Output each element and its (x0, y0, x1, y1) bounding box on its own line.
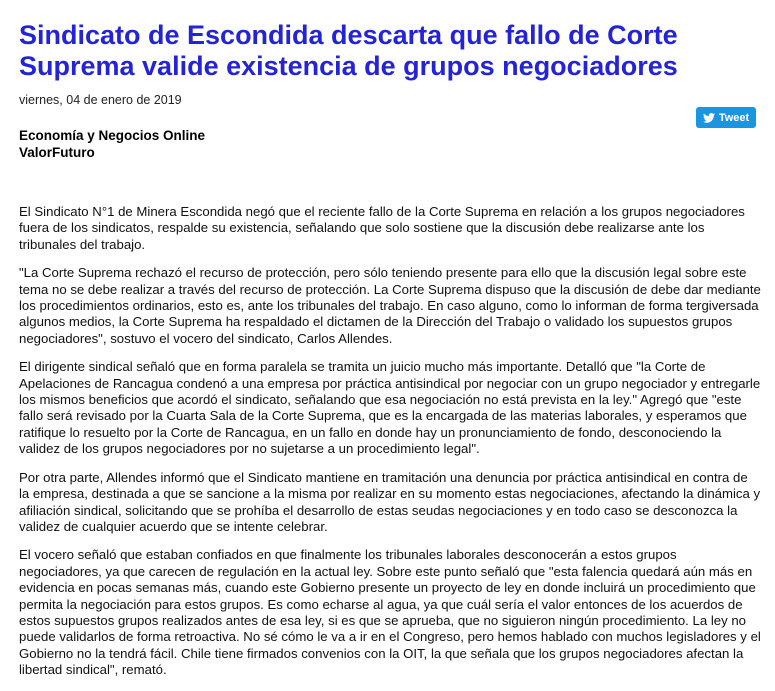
twitter-bird-icon (703, 113, 715, 123)
article-section: Economía y Negocios Online (19, 128, 206, 143)
article-author: ValorFuturo (19, 145, 95, 160)
article-paragraph: "La Corte Suprema rechazó el recurso de protección, pero sólo teniendo presente para ello que la discusión legal sobre este tema no se debe realizar a través del recurso de protección. La Corte Suprema dispuso que la discusión de debe dar mediante los procedimientos ordinarios, esto es, ante los tribunales del trabajo. En caso alguno, como lo informan de forma tergiversada algunos medios, la Corte Suprema ha respaldado el dictamen de la Dirección del Trabajo o validado los supuestos grupos negociadores", sostuvo el vocero del sindicato, Carlos Allendes. (19, 265, 761, 346)
article-body (19, 204, 761, 691)
article-title: Sindicato de Escondida descarta que fallo de Corte Suprema valide existencia de grupos negociadores (19, 20, 678, 81)
article-date: viernes, 04 de enero de 2019 (19, 93, 182, 107)
article-source (19, 127, 205, 161)
article-paragraph: El Sindicato N°1 de Minera Escondida negó que el reciente fallo de la Corte Suprema en relación a los grupos negociadores fuera de los sindicatos, respalde su existencia, señalando que solo sostiene que la discusión debe realizarse ante los tribunales del trabajo. (19, 204, 745, 252)
tweet-button-label: Tweet (718, 111, 750, 124)
article-paragraph: El dirigente sindical señaló que en forma paralela se tramita un juicio mucho más importante. Detalló que "la Corte de Apelaciones de Rancagua condenó a una empresa por práctica antisindical por negociar con un grupo negociador y entregarle los mismos beneficios que acordó el sindicato, señalando que esa negociación no está prevista en la ley." Agregó que "este fallo será revisado por la Cuarta Sala de la Corte Suprema, que es la encargada de las materias laborales, y esperamos que ratifique lo resuelto por la Corte de Rancagua, en un fallo en donde hay un pronunciamiento de fondo, desconociendo la validez de los grupos negociadores por no sujetarse a un procedimiento legal". (19, 359, 761, 457)
article-paragraph: Por otra parte, Allendes informó que el Sindicato mantiene en tramitación una denuncia por práctica antisindical en contra de la empresa, destinada a que se sancione a la misma por realizar en su momento estas negociaciones, afectando la dinámica y afiliación sindical, solicitando que se prohíba el desarrollo de estas seudas negociaciones y en todo caso se desconozca la validez de cualquier acuerdo que se intente celebrar. (19, 469, 761, 534)
tweet-button[interactable] (696, 107, 756, 128)
article-paragraph: El vocero señaló que estaban confiados en que finalmente los tribunales laborales desconocerán a estos grupos negociadores, ya que carecen de regulación en la actual ley. Sobre este punto señaló que "esta falencia quedará aún más en evidencia en pocas semanas más, cuando este Gobierno presente un proyecto de ley en donde incluirá un procedimiento que permita la negociación para estos grupos. Es como echarse al agua, ya que cuál sería el valor entonces de los acuerdos de estos supuestos grupos realizados antes de esa ley, si es que se aprueba, que no siguieron ningún procedimiento. La ley no puede validarlos de forma retroactiva. No sé cómo le va a ir en el Congreso, pero hemos hablado con muchos legisladores y el Gobierno no la tendrá fácil. Chile tiene firmados convenios con la OIT, la que señala que los grupos negociadores afectan la libertad sindical", remató. (19, 547, 761, 678)
